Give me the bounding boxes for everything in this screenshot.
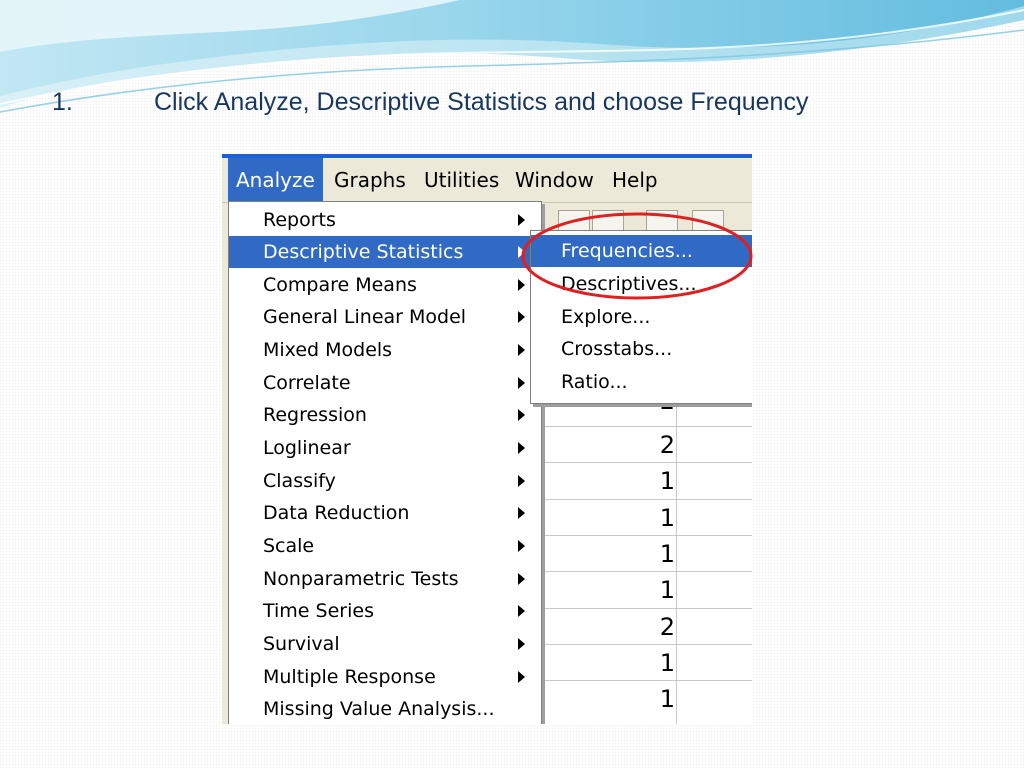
menu-window[interactable]: Window bbox=[515, 168, 594, 192]
step-number: 1. bbox=[52, 87, 73, 116]
menu-item-nonparametric-tests[interactable] bbox=[229, 563, 541, 595]
submenu-arrow-icon bbox=[518, 638, 525, 650]
menu-graphs[interactable]: Graphs bbox=[334, 168, 406, 192]
grid-cell[interactable]: 1 bbox=[659, 649, 675, 677]
table-row bbox=[540, 535, 752, 572]
grid-cell[interactable]: 1 bbox=[659, 576, 675, 604]
submenu-arrow-icon bbox=[518, 344, 525, 356]
submenu-arrow-icon bbox=[518, 540, 525, 552]
menu-help[interactable]: Help bbox=[612, 168, 658, 192]
table-row bbox=[540, 462, 752, 499]
menu-analyze[interactable]: Analyze bbox=[228, 158, 323, 202]
menu-item-label: Nonparametric Tests bbox=[263, 568, 459, 590]
submenu-item-ratio[interactable] bbox=[531, 366, 752, 398]
submenu-arrow-icon bbox=[518, 671, 525, 683]
menu-item-scale[interactable] bbox=[229, 530, 541, 562]
submenu-arrow-icon bbox=[518, 409, 525, 421]
submenu-item-label: Explore... bbox=[561, 306, 651, 328]
menu-item-label: Reports bbox=[263, 209, 336, 231]
submenu-arrow-icon bbox=[518, 573, 525, 585]
grid-cell[interactable]: 1 bbox=[659, 504, 675, 532]
menubar bbox=[222, 158, 752, 203]
submenu-item-explore[interactable] bbox=[531, 301, 752, 333]
slide-title bbox=[52, 84, 808, 120]
analyze-dropdown-menu bbox=[228, 201, 542, 724]
menu-item-multiple-response[interactable] bbox=[229, 661, 541, 693]
submenu-arrow-icon bbox=[518, 377, 525, 389]
menu-utilities[interactable]: Utilities bbox=[424, 168, 500, 192]
menu-item-descriptive-statistics[interactable] bbox=[229, 236, 541, 268]
menu-item-compare-means[interactable] bbox=[229, 269, 541, 301]
submenu-arrow-icon bbox=[518, 311, 525, 323]
menu-item-label: General Linear Model bbox=[263, 306, 467, 328]
menu-item-label: Mixed Models bbox=[263, 339, 393, 361]
table-row bbox=[540, 608, 752, 645]
menu-item-label: Regression bbox=[263, 404, 367, 426]
submenu-item-label: Crosstabs... bbox=[561, 338, 673, 360]
menu-item-regression[interactable] bbox=[229, 399, 541, 431]
submenu-arrow-icon bbox=[518, 507, 525, 519]
submenu-item-label: Descriptives... bbox=[561, 273, 697, 295]
table-row bbox=[540, 644, 752, 681]
grid-cell[interactable]: 2 bbox=[659, 431, 675, 459]
menu-item-label: Compare Means bbox=[263, 274, 417, 296]
table-row bbox=[540, 680, 752, 717]
step-instruction: Click Analyze, Descriptive Statistics and choose Frequency bbox=[154, 87, 809, 116]
menu-item-label: Loglinear bbox=[263, 437, 351, 459]
table-row bbox=[540, 571, 752, 608]
table-row bbox=[540, 499, 752, 536]
menu-item-label: Scale bbox=[263, 535, 315, 557]
grid-cell[interactable]: 1 bbox=[659, 540, 675, 568]
submenu-item-label: Frequencies... bbox=[561, 240, 693, 262]
menu-item-label: Time Series bbox=[263, 600, 374, 622]
menu-item-data-reduction[interactable] bbox=[229, 497, 541, 529]
menu-item-label: Descriptive Statistics bbox=[263, 241, 464, 263]
menu-item-label: Data Reduction bbox=[263, 502, 410, 524]
menu-item-label: Correlate bbox=[263, 372, 351, 394]
menu-item-label: Classify bbox=[263, 470, 336, 492]
grid-cell[interactable]: 2 bbox=[659, 613, 675, 641]
submenu-item-label: Ratio... bbox=[561, 371, 628, 393]
submenu-item-crosstabs[interactable] bbox=[531, 333, 752, 365]
submenu-arrow-icon bbox=[518, 475, 525, 487]
menu-item-loglinear[interactable] bbox=[229, 432, 541, 464]
menu-item-classify[interactable] bbox=[229, 465, 541, 497]
submenu-arrow-icon bbox=[518, 442, 525, 454]
grid-cell[interactable]: 1 bbox=[659, 685, 675, 713]
table-row bbox=[540, 426, 752, 463]
menu-item-correlate[interactable] bbox=[229, 367, 541, 399]
menu-item-time-series[interactable] bbox=[229, 595, 541, 627]
menu-item-general-linear-model[interactable] bbox=[229, 301, 541, 333]
highlight-circle-annotation bbox=[520, 210, 754, 302]
submenu-arrow-icon bbox=[518, 605, 525, 617]
menu-item-reports[interactable] bbox=[229, 204, 541, 236]
menu-item-missing-value-analysis[interactable] bbox=[229, 693, 541, 724]
menu-item-label: Multiple Response bbox=[263, 666, 436, 688]
menu-item-mixed-models[interactable] bbox=[229, 334, 541, 366]
menu-item-label: Missing Value Analysis... bbox=[263, 698, 495, 720]
grid-cell[interactable]: 1 bbox=[659, 467, 675, 495]
menu-item-label: Survival bbox=[263, 633, 340, 655]
menu-item-survival[interactable] bbox=[229, 628, 541, 660]
